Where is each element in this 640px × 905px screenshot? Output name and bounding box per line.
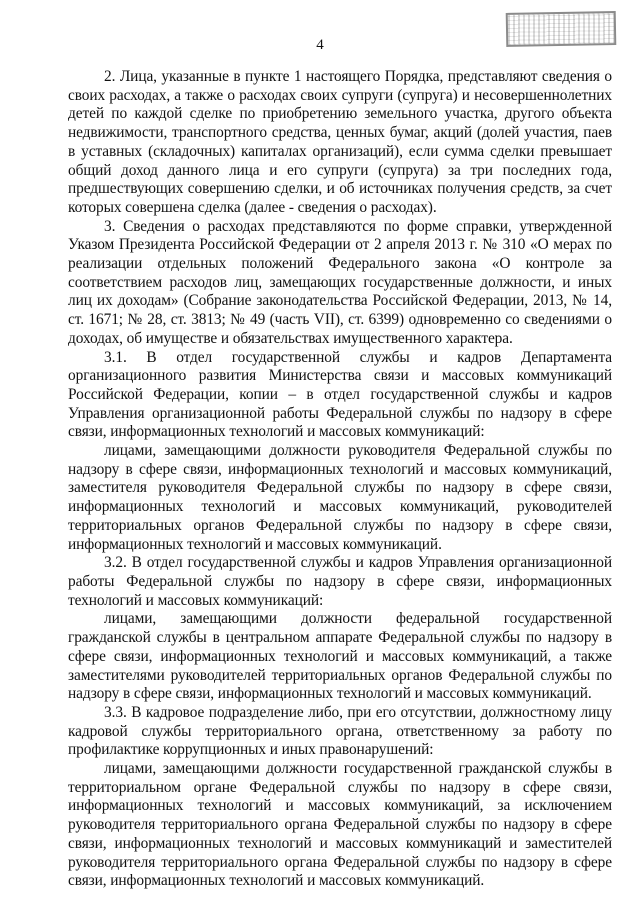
paragraph-3-1: 3.1. В отдел государственной службы и кадров Департамента организационного развития Министерства связи и массовых коммуникаций Российской Федерации, копии – в отдел государственной службы и кадров Управления организационной работы Федеральной службы по надзору в сфере связи, информационных технологий и массовых коммуникаций: — [68, 348, 612, 441]
document-body — [68, 68, 612, 891]
paragraph-3-2: 3.2. В отдел государственной службы и кадров Управления организационной работы Федеральной службы по надзору в сфере связи, информационных технологий и массовых коммуникаций: — [68, 554, 612, 609]
page-number: 4 — [316, 37, 324, 53]
paragraph-2: 2. Лица, указанные в пункте 1 настоящего Порядка, представляют сведения о своих расходах, а также о расходах своих супруги (супруга) и несовершеннолетних детей по каждой сделке по приобретению земельного участка, другого объекта недвижимости, транспортного средства, ценных бумаг, акций (долей участия, паев в уставных (складочных) капиталах организаций), если сумма сделки превышает общий доход данного лица и его супруги (супруга) за три последних года, предшествующих совершению сделки, и об источниках получения средств, за счет которых совершена сделка (далее - сведения о расходах). — [68, 68, 612, 216]
paragraph-3-1-persons: лицами, замещающими должности руководителя Федеральной службы по надзору в сфере связи, информационных технологий и массовых коммуникаций, заместителя руководителя Федеральной службы по надзору в сфере связи, информационных технологий и массовых коммуникаций, руководителей территориальных органов Федеральной службы по надзору в сфере связи, информационных технологий и массовых коммуникаций. — [68, 442, 612, 553]
paragraph-3: 3. Сведения о расходах представляются по форме справки, утвержденной Указом Президента Российской Федерации от 2 апреля 2013 г. № 310 «О мерах по реализации отдельных положений Федерального закона «О контроле за соответствием расходов лиц, замещающих государственные должности, и иных лиц их доходам» (Собрание законодательства Российской Федерации, 2013, № 14, ст. 1671; № 28, ст. 3813; № 49 (часть VII), ст. 6399) одновременно со сведениями о доходах, об имуществе и обязательствах имущественного характера. — [68, 217, 612, 347]
paragraph-3-3-persons: лицами, замещающими должности государственной гражданской службы в территориальном органе Федеральной службы по надзору в сфере связи, информационных технологий и массовых коммуникаций, за исключением руководителя территориального органа Федеральной службы по надзору в сфере связи, информационных технологий и массовых коммуникаций и заместителей руководителя территориального органа Федеральной службы по надзору в сфере связи, информационных технологий и массовых коммуникаций. — [68, 760, 612, 890]
paragraph-3-3: 3.3. В кадровое подразделение либо, при его отсутствии, должностному лицу кадровой службы территориального органа, ответственному за работу по профилактике коррупционных и иных правонарушений: — [68, 703, 612, 759]
paragraph-3-2-persons: лицами, замещающими должности федеральной государственной гражданской службы в центральном аппарате Федеральной службы по надзору в сфере связи, информационных технологий и массовых коммуникаций, а также заместителями руководителей территориальных органов Федеральной службы по надзору в сфере связи, информационных технологий и массовых коммуникаций. — [68, 610, 612, 703]
